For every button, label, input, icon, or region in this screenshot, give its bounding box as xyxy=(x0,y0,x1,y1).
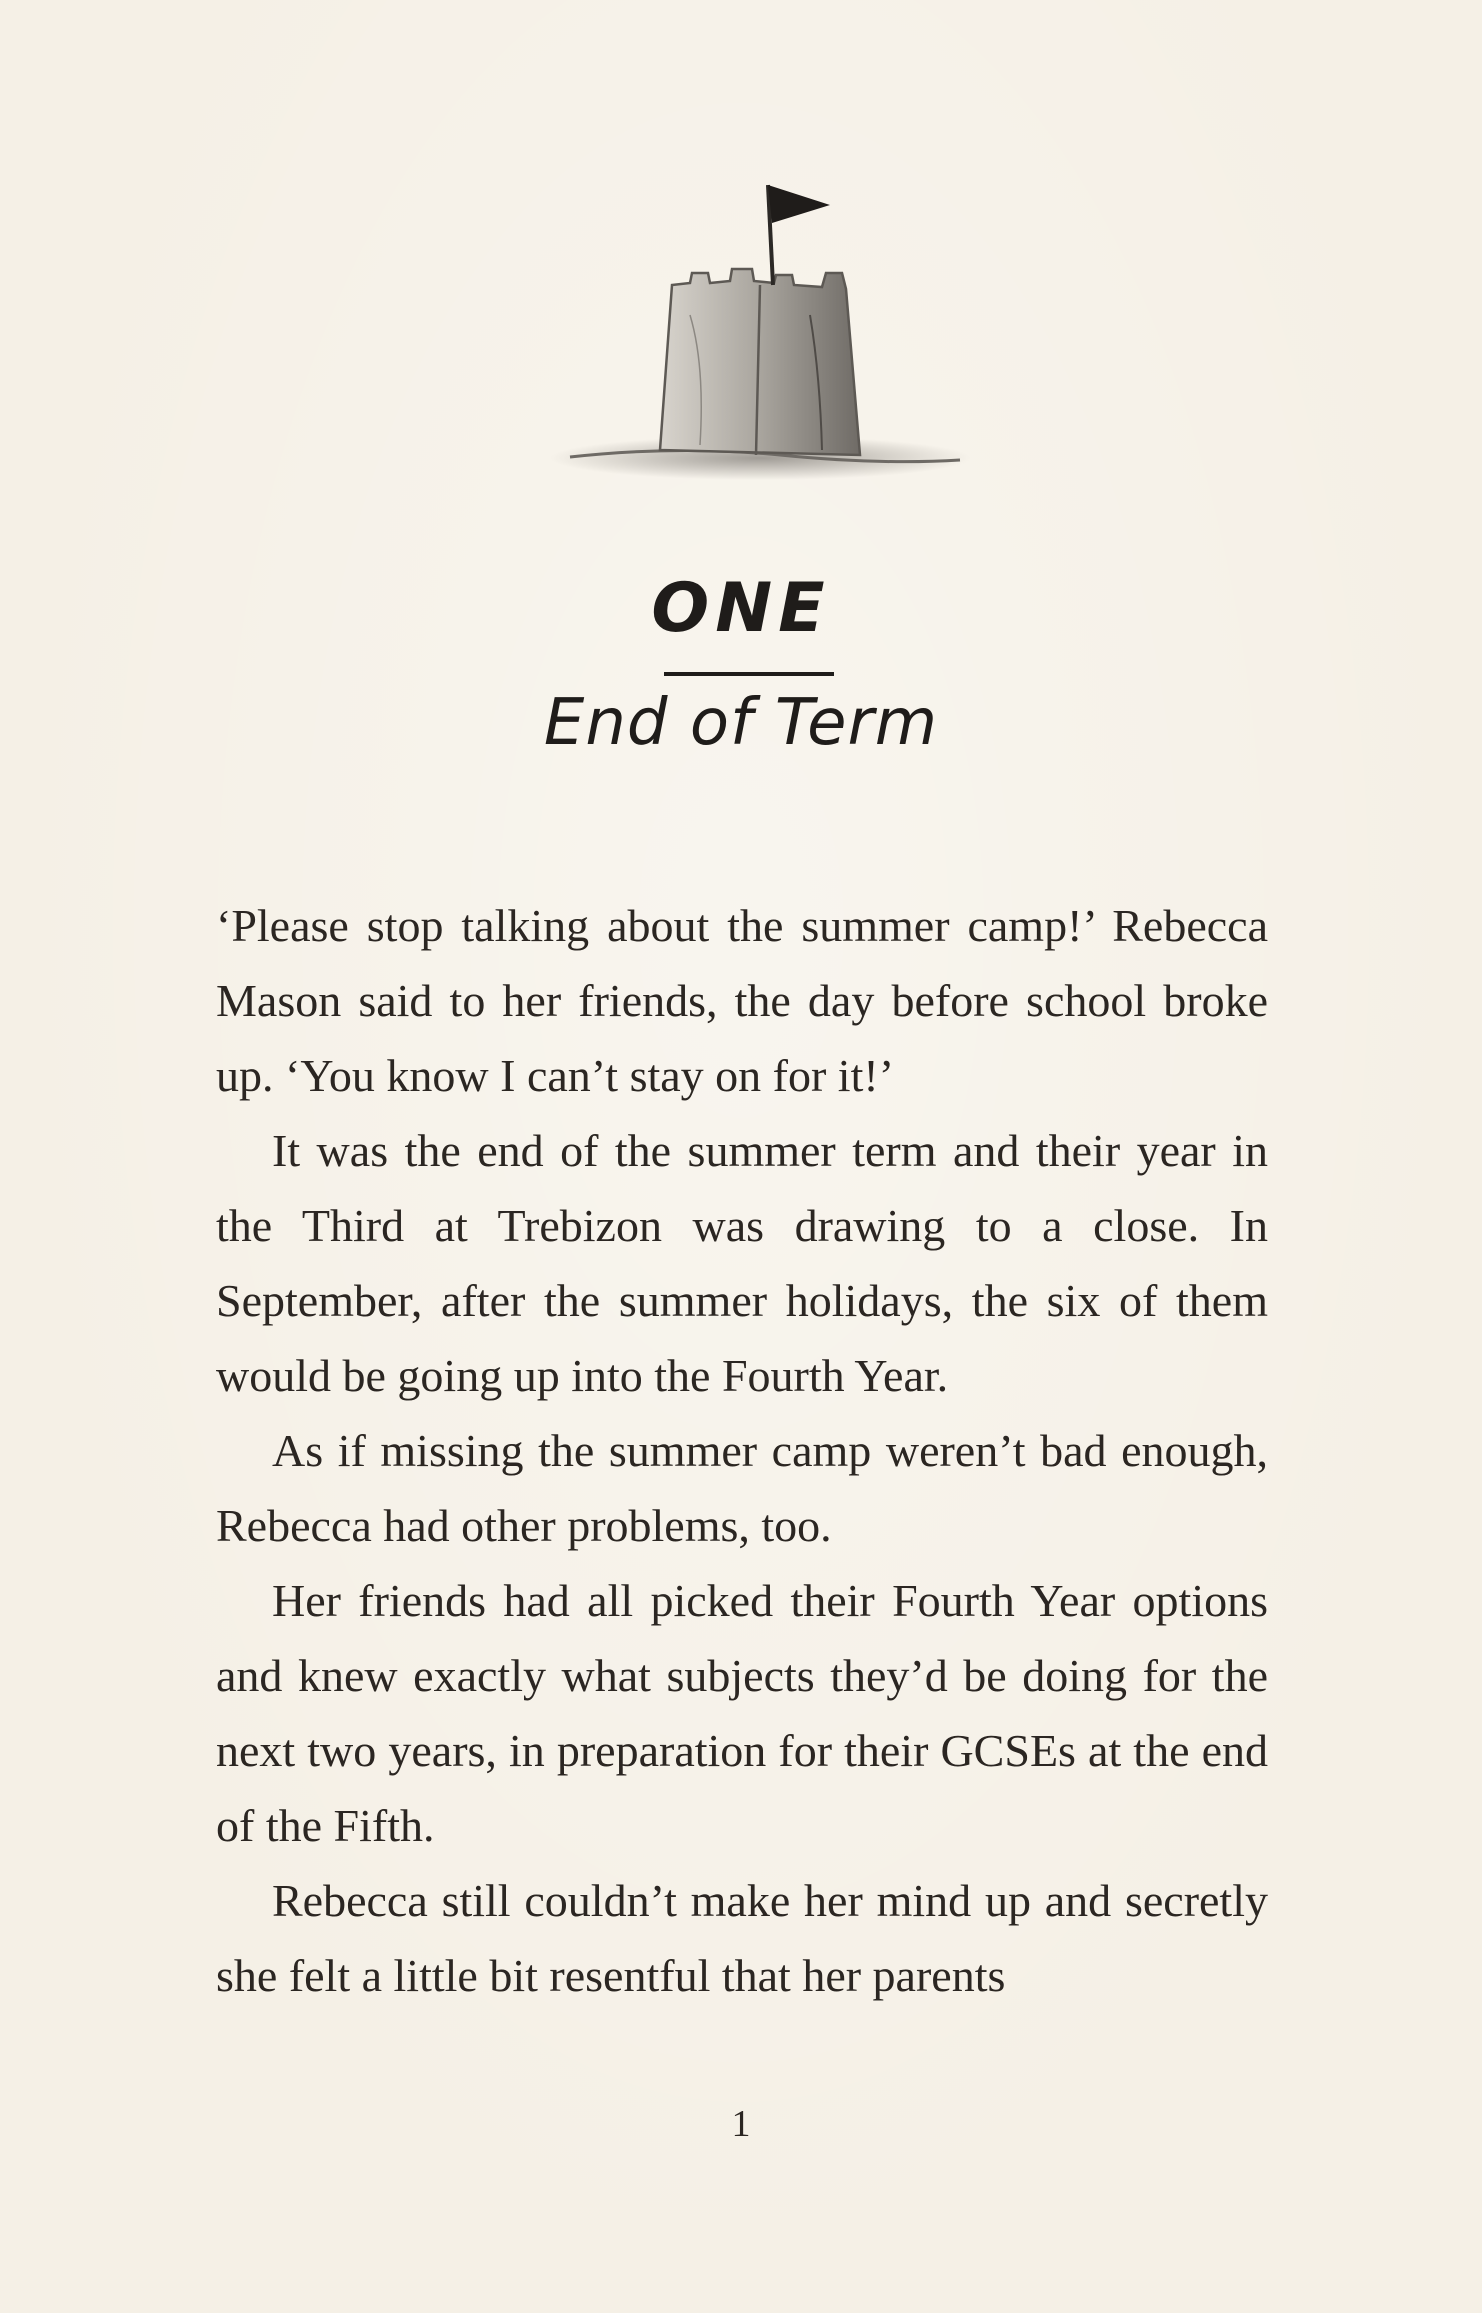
paragraph: It was the end of the summer term and their year in the Third at Trebizon was drawing to a close. In September, after the summer holidays, the six of them would be going up into the Fourth Year. xyxy=(216,1125,1268,1401)
chapter-number: ONE xyxy=(651,569,831,648)
chapter-title: End of Term xyxy=(543,686,939,760)
paragraph: As if missing the summer camp weren’t bad enough, Rebecca had other problems, too. xyxy=(216,1425,1268,1551)
paragraph: ‘Please stop talking about the summer camp!’ Rebecca Mason said to her friends, the day before school broke up. ‘You know I can’t stay on for it!’ xyxy=(216,900,1268,1101)
paragraph: Her friends had all picked their Fourth Year options and knew exactly what subjects they’d be doing for the next two years, in preparation for their GCSEs at the end of the Fifth. xyxy=(216,1575,1268,1851)
chapter-divider xyxy=(664,672,834,676)
chapter-body xyxy=(216,888,1268,2013)
sandcastle-illustration xyxy=(530,165,970,495)
paragraph: Rebecca still couldn’t make her mind up and secretly she felt a little bit resentful that her parents xyxy=(216,1875,1268,2001)
page-number: 1 xyxy=(731,2103,751,2145)
